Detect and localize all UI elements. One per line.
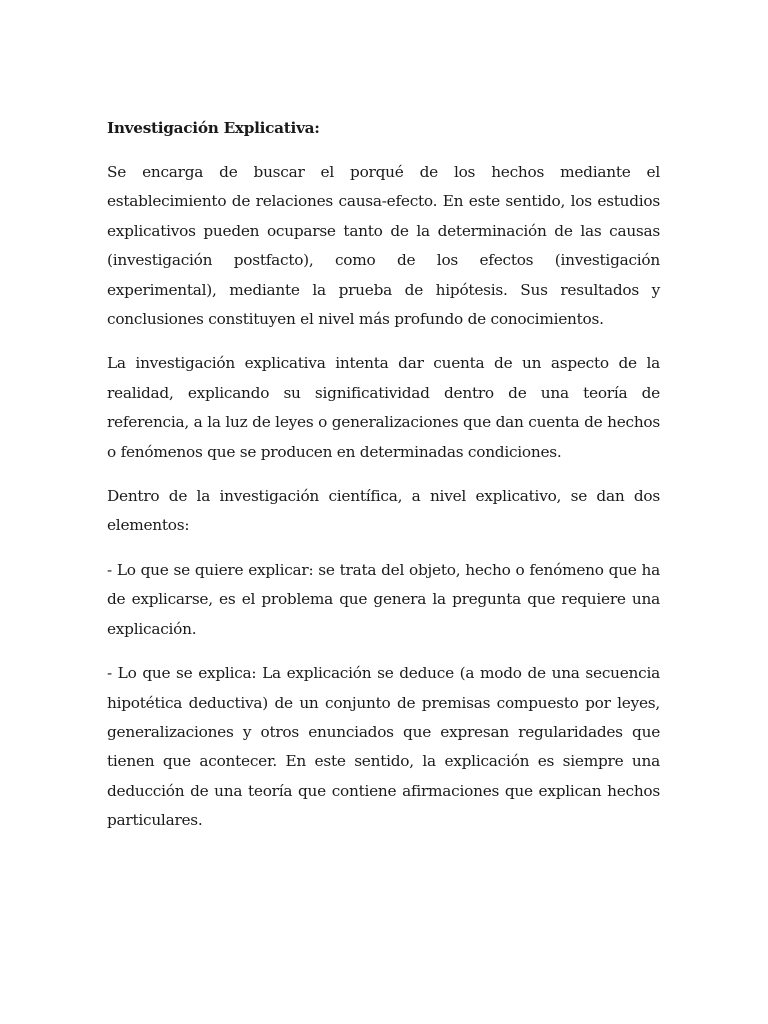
document-title: Investigación Explicativa:: [107, 119, 320, 137]
paragraph-definition: Se encarga de buscar el porqué de los hechos mediante el establecimiento de relaciones causa-efecto. En este sentido, los estudios explicativos pueden ocuparse tanto de la determinación de las causas (investigación postfacto), como de los efectos (investigación experimental), mediante la prueba de hipótesis. Sus resultados y conclusiones constituyen el nivel más profundo de conocimientos.: [107, 163, 660, 329]
paragraph-explanation: La investigación explicativa intenta dar cuenta de un aspecto de la realidad, explicando su significatividad dentro de una teoría de referencia, a la luz de leyes o generalizaciones que dan cuenta de hechos o fenómenos que se producen en determinadas condiciones.: [107, 354, 660, 461]
paragraph-element-explanandum: - Lo que se quiere explicar: se trata del objeto, hecho o fenómeno que ha de explicarse, es el problema que genera la pregunta que requiere una explicación.: [107, 560, 660, 638]
paragraph-element-explanans: - Lo que se explica: La explicación se deduce (a modo de una secuencia hipotética deductiva) de un conjunto de premisas compuesto por leyes, generalizaciones y otros enunciados que expresan regularidades que tienen que acontecer. En este sentido, la explicación es siempre una deducción de una teoría que contiene afirmaciones que explican hechos particulares.: [107, 664, 660, 830]
paragraph-elements-intro: Dentro de la investigación científica, a nivel explicativo, se dan dos elementos:: [107, 487, 660, 535]
document-page: [107, 114, 660, 836]
